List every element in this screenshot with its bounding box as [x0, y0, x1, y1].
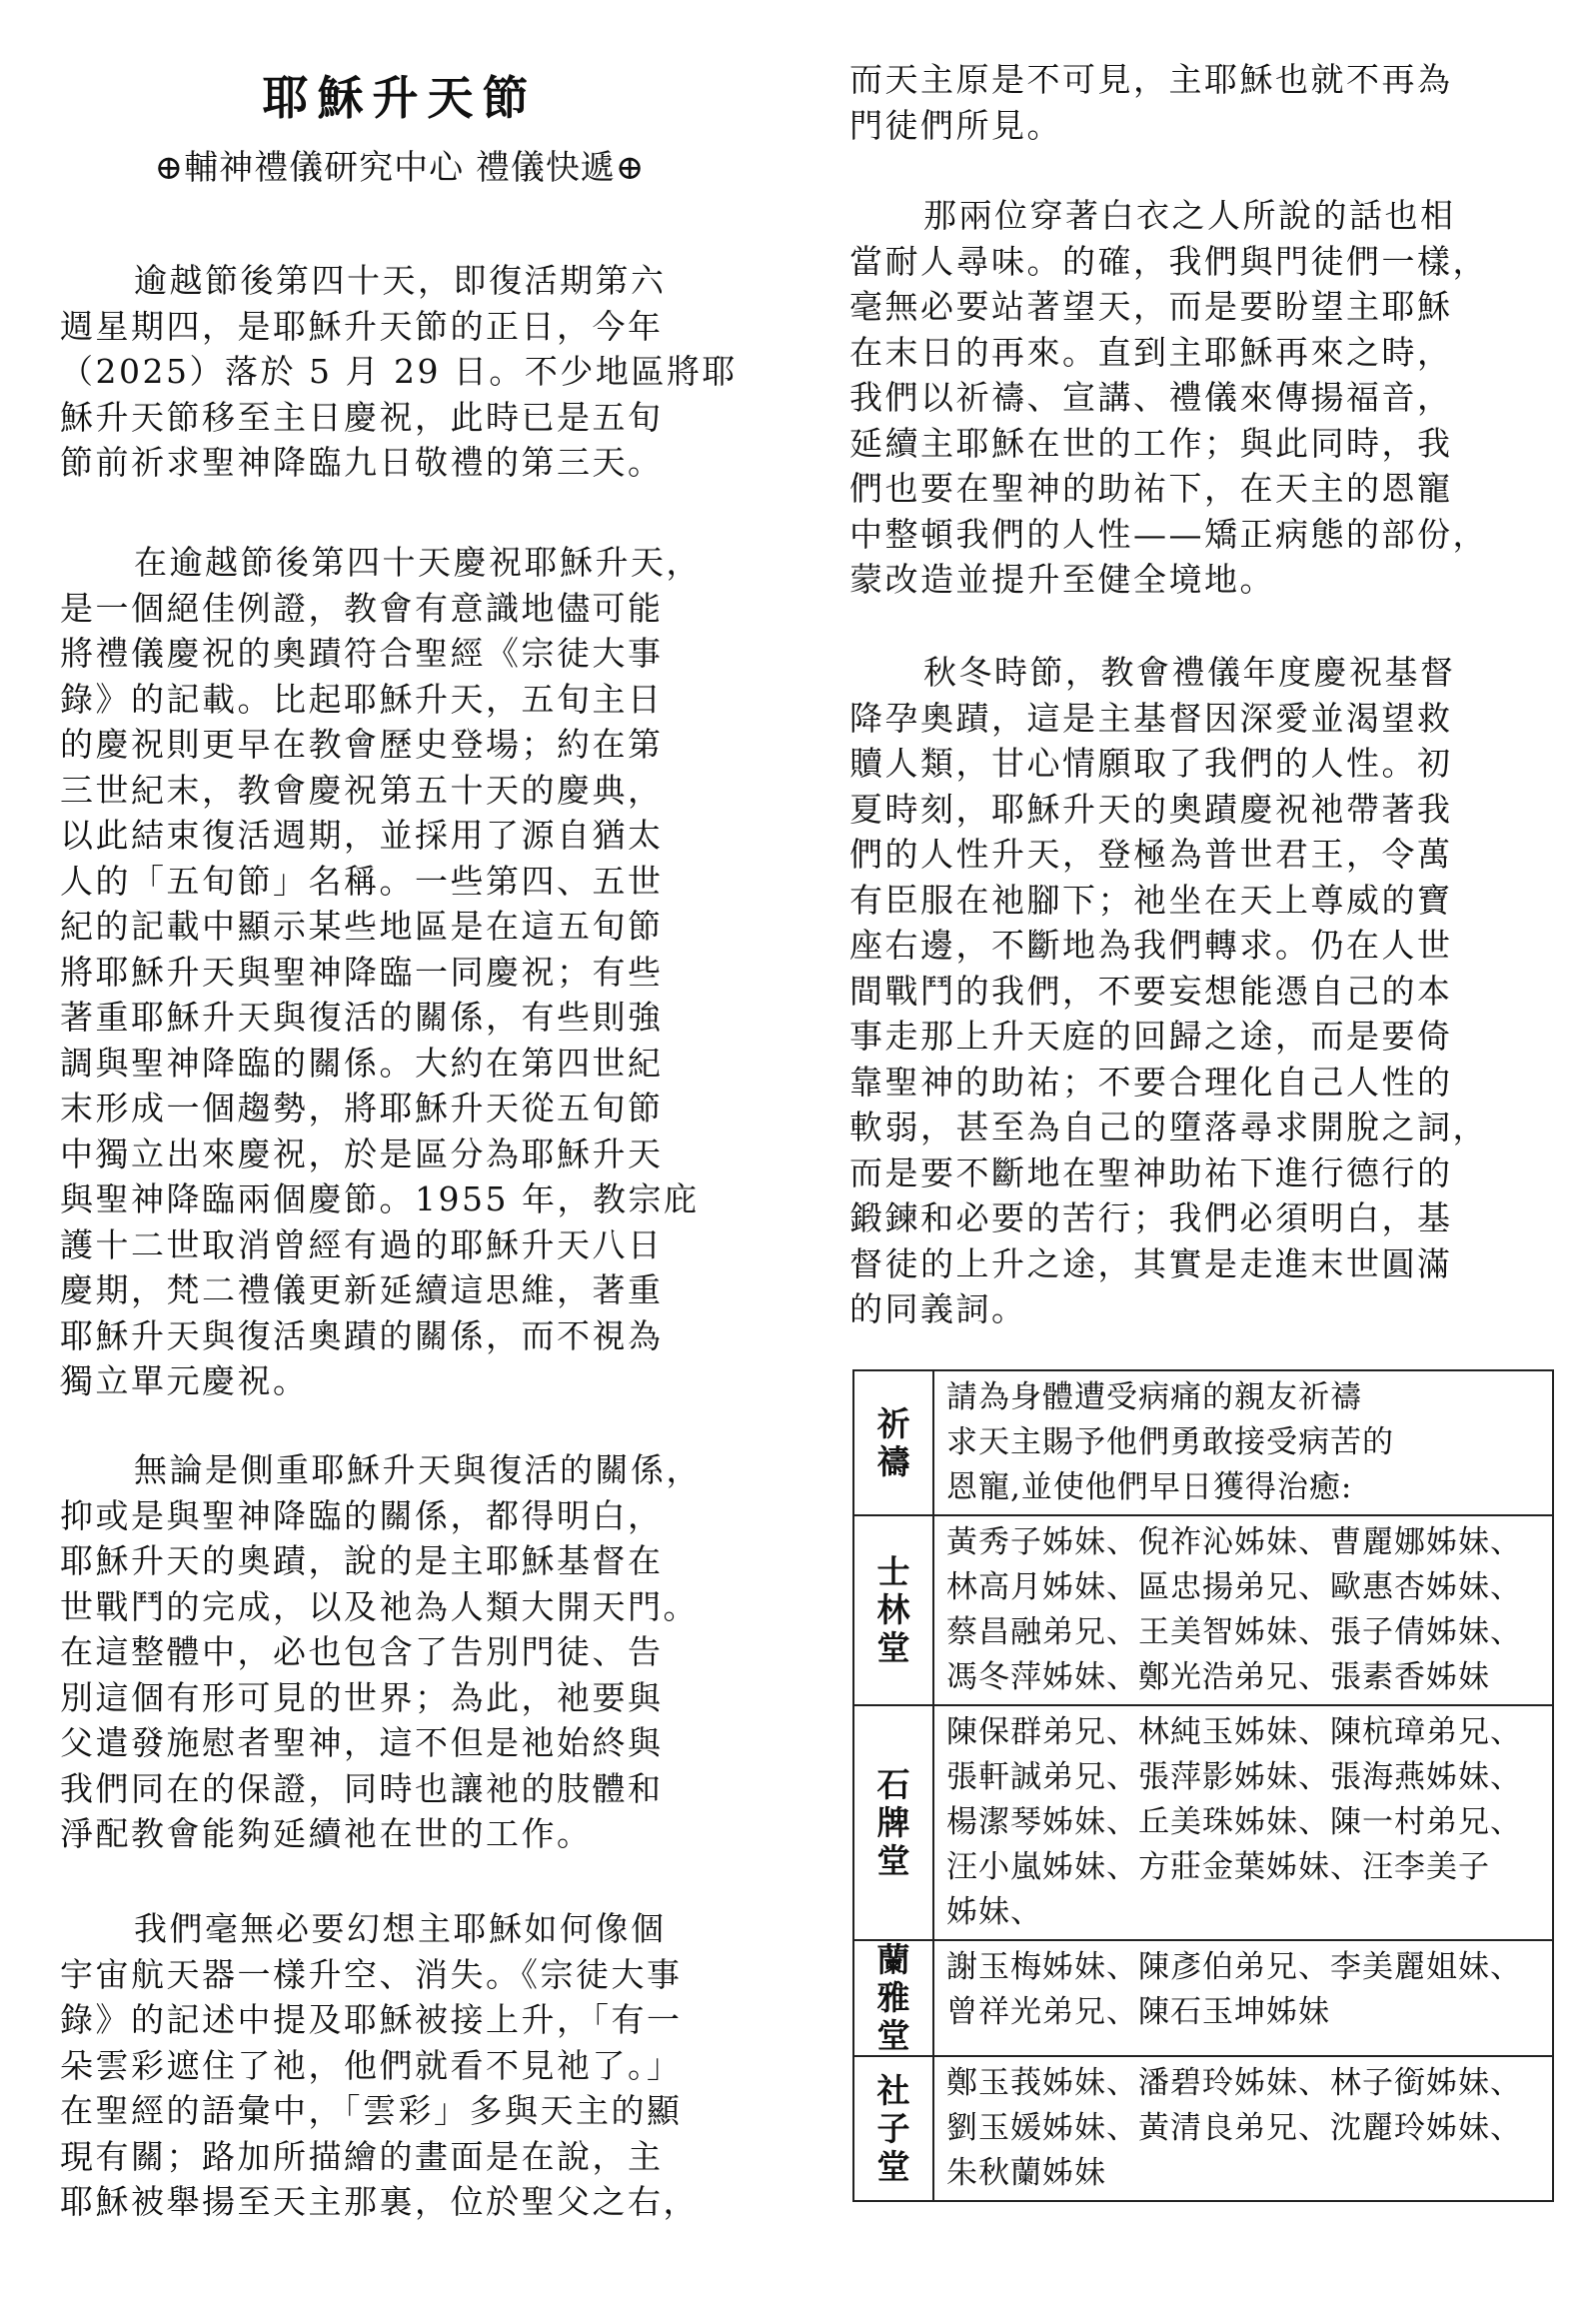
name-line: 汪小嵐姊妹、方莊金葉姊妹、汪李美子 — [946, 1849, 1490, 1885]
name-line: 蔡昌融弟兄、王美智姊妹、張子倩姊妹、 — [946, 1614, 1522, 1650]
label-char: 堂 — [876, 1840, 910, 1880]
name-line: 黃秀子姊妹、倪祚沁姊妹、曹麗娜姊妹、 — [946, 1524, 1522, 1560]
name-line: 請為身體遭受病痛的親友祈禱 — [946, 1379, 1362, 1415]
text-line: 在這整體中，必也包含了告別門徒、告 — [60, 1632, 664, 1671]
text-line: 贖人類，甘心情願取了我們的人性。初 — [849, 744, 1453, 783]
text-line: 延續主耶穌在世的工作；與此同時，我 — [849, 423, 1453, 463]
prayer-row-label — [853, 1370, 933, 1515]
text-line: 鍛鍊和必要的苦行；我們必須明白，基 — [849, 1198, 1453, 1237]
prayer-row-names — [933, 1515, 1553, 1705]
text-line: 著重耶穌升天與復活的關係，有些則強 — [60, 998, 664, 1037]
text-line: 蒙改造並提升至健全境地。 — [849, 560, 1275, 599]
name-line: 陳保群弟兄、林純玉姊妹、陳杭璋弟兄、 — [946, 1714, 1522, 1750]
text-line: 在聖經的語彙中，「雲彩」多與天主的顯 — [60, 2091, 683, 2130]
text-line: 是一個絕佳例證，教會有意識地儘可能 — [60, 588, 664, 628]
paragraph — [60, 540, 702, 1404]
label-char: 祈 — [876, 1403, 910, 1443]
text-line: 的慶祝則更早在教會歷史登場；約在第 — [60, 725, 664, 764]
text-line: 耶穌升天的奧蹟，說的是主耶穌基督在 — [60, 1541, 664, 1580]
text-line: 間戰鬥的我們，不要妄想能憑自己的本 — [849, 971, 1453, 1011]
name-line: 恩寵,並使他們早日獲得治癒: — [946, 1469, 1353, 1505]
label-char: 堂 — [876, 1628, 910, 1667]
text-line: 將耶穌升天與聖神降臨一同慶祝；有些 — [60, 952, 664, 992]
text-line: 父遣發施慰者聖神，這不但是祂始終與 — [60, 1723, 664, 1762]
text-line: 我們以祈禱、宣講、禮儀來傳揚福音， — [849, 378, 1453, 417]
text-line: 靠聖神的助祐；不要合理化自己人性的 — [849, 1062, 1453, 1102]
prayer-row — [853, 2056, 1553, 2201]
name-line: 姊妹、 — [946, 1894, 1042, 1930]
prayer-row — [853, 1370, 1553, 1515]
text-line: 耶穌被舉揚至天主那裏，位於聖父之右， — [60, 2182, 699, 2221]
paragraph — [849, 57, 1453, 148]
name-line: 楊潔琴姊妹、丘美珠姊妹、陳一村弟兄、 — [946, 1804, 1522, 1840]
text-line: 錄》的記載。比起耶穌升天，五旬主日 — [60, 679, 664, 719]
name-line: 林高月姊妹、區忠揚弟兄、歐惠杏姊妹、 — [946, 1569, 1522, 1605]
name-line: 劉玉媛姊妹、黃清良弟兄、沈麗玲姊妹、 — [946, 2110, 1522, 2146]
prayer-table — [852, 1369, 1554, 2202]
text-line: 夏時刻，耶穌升天的奧蹟慶祝祂帶著我 — [849, 789, 1453, 829]
text-line: 將禮儀慶祝的奧蹟符合聖經《宗徒大事 — [60, 634, 664, 673]
label-char: 堂 — [876, 2146, 910, 2186]
name-line: 張軒誠弟兄、張萍影姊妹、張海燕姊妹、 — [946, 1759, 1522, 1795]
page-subtitle: ⊕輔神禮儀研究中心 禮儀快遞⊕ — [154, 148, 646, 188]
label-char: 禱 — [876, 1441, 910, 1481]
label-char: 社 — [876, 2070, 910, 2110]
paragraph — [60, 1906, 699, 2225]
text-run: 那兩位穿著白衣之人所說的話也相 — [923, 196, 1456, 235]
name-line: 求天主賜予他們勇敢接受病苦的 — [946, 1424, 1394, 1460]
text-line: 別這個有形可見的世界；為此，祂要與 — [60, 1677, 664, 1717]
prayer-row-names — [933, 1705, 1553, 1940]
prayer-row — [853, 1940, 1553, 2056]
text-line: 淨配教會能夠延續祂在世的工作。 — [60, 1814, 593, 1853]
label-char: 牌 — [876, 1802, 910, 1842]
text-line: 有臣服在祂腳下；祂坐在天上尊威的寶 — [849, 880, 1453, 920]
text-line: 門徒們所見。 — [849, 105, 1062, 145]
text-run: 秋冬時節，教會禮儀年度慶祝基督 — [923, 653, 1456, 692]
paragraph — [849, 650, 1488, 1332]
text-line: 中整頓我們的人性——矯正病態的部份， — [849, 514, 1488, 554]
text-line: 慶期，梵二禮儀更新延續這思維，著重 — [60, 1270, 664, 1309]
text-line: 穌升天節移至主日慶祝，此時已是五旬 — [60, 397, 664, 437]
text-run: 無論是側重耶穌升天與復活的關係， — [134, 1450, 702, 1489]
prayer-row-label — [853, 2056, 933, 2201]
prayer-row-label — [853, 1515, 933, 1705]
text-line: 而天主原是不可見，主耶穌也就不再為 — [849, 60, 1453, 99]
prayer-row-label — [853, 1705, 933, 1940]
text-line: 現有關；路加所描繪的畫面是在說，主 — [60, 2136, 664, 2176]
text-line: 錄》的記述中提及耶穌被接上升，「有一 — [60, 2000, 683, 2039]
text-line: 節前祈求聖神降臨九日敬禮的第三天。 — [60, 443, 664, 482]
text-line — [60, 258, 738, 304]
text-line: 軟弱，甚至為自己的墮落尋求開脫之詞， — [849, 1108, 1488, 1147]
text-run: 我們毫無必要幻想主耶穌如何像個 — [134, 1909, 667, 1948]
text-line: 而是要不斷地在聖神助祐下進行德行的 — [849, 1152, 1453, 1192]
text-line — [60, 540, 702, 586]
name-line: 鄭玉莪姊妹、潘碧玲姊妹、林子銜姊妹、 — [946, 2065, 1522, 2101]
label-char: 堂 — [876, 2016, 910, 2055]
text-line: 督徒的上升之途，其實是走進末世圓滿 — [849, 1243, 1453, 1283]
paragraph — [60, 258, 738, 486]
paragraph — [60, 1447, 702, 1857]
text-line: 紀的記載中顯示某些地區是在這五旬節 — [60, 907, 664, 946]
text-line: 耶穌升天與復活奧蹟的關係，而不視為 — [60, 1315, 664, 1355]
text-run: 在逾越節後第四十天慶祝耶穌升天， — [134, 543, 702, 582]
text-line: 我們同在的保證，同時也讓祂的肢體和 — [60, 1768, 664, 1808]
text-line: 毫無必要站著望天，而是要盼望主耶穌 — [849, 287, 1453, 326]
text-line: 週星期四，是耶穌升天節的正日，今年 — [60, 306, 664, 346]
text-line: 三世紀末，教會慶祝第五十天的慶典， — [60, 770, 664, 810]
text-line: 抑或是與聖神降臨的關係，都得明白， — [60, 1495, 664, 1535]
text-line: 調與聖神降臨的關係。大約在第四世紀 — [60, 1043, 664, 1083]
text-line: 以此結束復活週期，並採用了源自猶太 — [60, 816, 664, 855]
label-char: 蘭 — [876, 1940, 910, 1979]
text-line: 當耐人尋味。的確，我們與門徒們一樣， — [849, 241, 1488, 281]
text-line: 人的「五旬節」名稱。一些第四、五世 — [60, 861, 664, 901]
text-line: 中獨立出來慶祝，於是區分為耶穌升天 — [60, 1134, 664, 1173]
label-char: 林 — [876, 1590, 910, 1629]
name-line: 朱秋蘭姊妹 — [946, 2155, 1106, 2191]
prayer-row-names — [933, 1940, 1553, 2056]
text-line — [60, 1447, 702, 1493]
prayer-row-names — [933, 1370, 1553, 1515]
text-line — [849, 193, 1488, 239]
text-line: 獨立單元慶祝。 — [60, 1361, 309, 1400]
text-line: 的同義詞。 — [849, 1289, 1027, 1328]
prayer-row-label — [853, 1940, 933, 2056]
paragraph — [849, 193, 1488, 603]
text-line — [60, 1906, 699, 1952]
label-char: 雅 — [876, 1978, 910, 2017]
text-line: 座右邊，不斷地為我們轉求。仍在人世 — [849, 926, 1453, 965]
name-line: 馮冬萍姊妹、鄭光浩弟兄、張素香姊妹 — [946, 1659, 1490, 1695]
label-char: 石 — [876, 1764, 910, 1804]
prayer-row — [853, 1515, 1553, 1705]
text-line: （2025）落於 5 月 29 日。不少地區將耶 — [60, 352, 738, 391]
page-title: 耶穌升天節 — [262, 71, 538, 125]
text-line: 們也要在聖神的助祐下，在天主的恩寵 — [849, 469, 1453, 508]
name-line: 謝玉梅姊妹、陳彥伯弟兄、李美麗姐妹、 — [946, 1949, 1522, 1985]
text-line: 事走那上升天庭的回歸之途，而是要倚 — [849, 1017, 1453, 1056]
text-run: 逾越節後第四十天，即復活期第六 — [134, 261, 667, 300]
text-line: 朵雲彩遮住了祂，他們就看不見祂了。」 — [60, 2045, 683, 2085]
text-line: 在末日的再來。直到主耶穌再來之時， — [849, 332, 1453, 372]
text-line: 宇宙航天器一樣升空、消失。《宗徒大事 — [60, 1954, 683, 1994]
text-line: 降孕奧蹟，這是主基督因深愛並渴望救 — [849, 698, 1453, 738]
text-line: 護十二世取消曾經有過的耶穌升天八日 — [60, 1224, 664, 1264]
label-char: 子 — [876, 2108, 910, 2148]
prayer-row — [853, 1705, 1553, 1940]
text-line — [849, 650, 1488, 696]
text-line: 與聖神降臨兩個慶節。1955 年，教宗庇 — [60, 1179, 700, 1218]
text-line: 們的人性升天，登極為普世君王，令萬 — [849, 835, 1453, 874]
text-line: 世戰鬥的完成，以及祂為人類大開天門。 — [60, 1586, 699, 1626]
label-char: 士 — [876, 1552, 910, 1591]
name-line: 曾祥光弟兄、陳石玉坤姊妹 — [946, 1994, 1330, 2030]
text-line: 末形成一個趨勢，將耶穌升天從五旬節 — [60, 1089, 664, 1128]
prayer-row-names — [933, 2056, 1553, 2201]
